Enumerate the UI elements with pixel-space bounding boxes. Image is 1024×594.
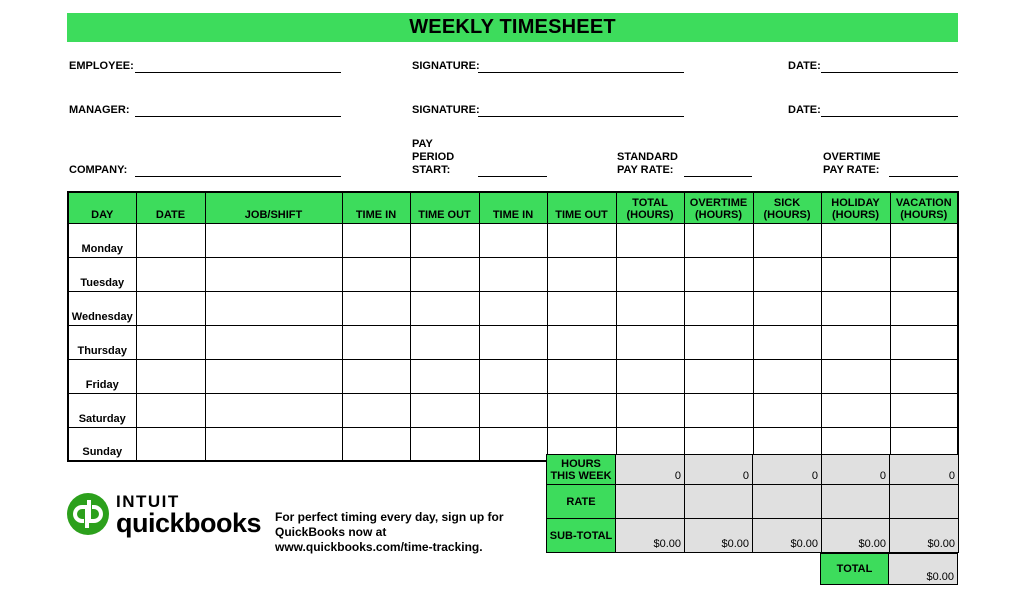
column-header: DAY bbox=[68, 192, 136, 224]
standard-pay-rate-field[interactable] bbox=[684, 176, 752, 177]
entry-cell[interactable] bbox=[205, 326, 342, 360]
entry-cell[interactable] bbox=[479, 224, 547, 258]
rate-cell[interactable] bbox=[890, 485, 959, 519]
column-header: VACATION (HOURS) bbox=[890, 192, 958, 224]
intuit-logo-text: INTUIT bbox=[116, 492, 180, 511]
column-header: TIME OUT bbox=[410, 192, 479, 224]
date-label: DATE: bbox=[788, 60, 821, 72]
entry-cell[interactable] bbox=[753, 326, 821, 360]
entry-cell[interactable] bbox=[205, 292, 342, 326]
standard-pay-rate-label: STANDARD PAY RATE: bbox=[617, 151, 678, 176]
entry-cell[interactable] bbox=[410, 360, 479, 394]
signature-label: SIGNATURE: bbox=[412, 60, 480, 72]
entry-cell[interactable] bbox=[684, 360, 753, 394]
entry-cell[interactable] bbox=[890, 360, 958, 394]
rate-cell[interactable] bbox=[753, 485, 822, 519]
rate-cell[interactable] bbox=[616, 485, 685, 519]
entry-cell[interactable] bbox=[684, 326, 753, 360]
entry-cell[interactable] bbox=[616, 224, 684, 258]
entry-cell[interactable] bbox=[410, 326, 479, 360]
entry-cell[interactable] bbox=[479, 394, 547, 428]
entry-cell[interactable] bbox=[821, 326, 890, 360]
overtime-pay-rate-label: OVERTIME PAY RATE: bbox=[823, 151, 881, 176]
entry-cell[interactable] bbox=[821, 394, 890, 428]
entry-cell[interactable] bbox=[205, 224, 342, 258]
entry-cell[interactable] bbox=[205, 258, 342, 292]
entry-cell[interactable] bbox=[205, 394, 342, 428]
entry-cell[interactable] bbox=[342, 428, 410, 462]
entry-cell[interactable] bbox=[616, 292, 684, 326]
manager-signature-field[interactable] bbox=[478, 116, 684, 117]
subtotal-value: $0.00 bbox=[890, 519, 959, 553]
table-row bbox=[68, 360, 958, 394]
entry-cell[interactable] bbox=[821, 224, 890, 258]
page-title: WEEKLY TIMESHEET bbox=[67, 13, 958, 42]
entry-cell[interactable] bbox=[342, 258, 410, 292]
hours-value: 0 bbox=[616, 455, 685, 485]
entry-cell[interactable] bbox=[479, 258, 547, 292]
entry-cell[interactable] bbox=[753, 394, 821, 428]
entry-cell[interactable] bbox=[136, 360, 205, 394]
entry-cell[interactable] bbox=[136, 428, 205, 462]
subtotal-value: $0.00 bbox=[685, 519, 753, 553]
entry-cell[interactable] bbox=[410, 428, 479, 462]
manager-date-field[interactable] bbox=[821, 116, 958, 117]
hours-this-week-label: HOURS THIS WEEK bbox=[547, 455, 616, 485]
entry-cell[interactable] bbox=[547, 224, 616, 258]
column-header: TIME OUT bbox=[547, 192, 616, 224]
pay-period-start-field[interactable] bbox=[478, 176, 547, 177]
day-label: Wednesday bbox=[68, 292, 136, 326]
subtotal-label: SUB-TOTAL bbox=[547, 519, 616, 553]
quickbooks-logo-icon bbox=[67, 493, 109, 535]
pay-period-start-label: PAY PERIOD START: bbox=[412, 138, 455, 176]
entry-cell[interactable] bbox=[136, 224, 205, 258]
table-row bbox=[68, 258, 958, 292]
overtime-pay-rate-field[interactable] bbox=[889, 176, 958, 177]
entry-cell[interactable] bbox=[753, 292, 821, 326]
table-row bbox=[68, 224, 958, 258]
employee-date-field[interactable] bbox=[821, 72, 958, 73]
day-label: Sunday bbox=[68, 428, 136, 462]
day-label: Tuesday bbox=[68, 258, 136, 292]
manager-field[interactable] bbox=[135, 116, 341, 117]
entry-cell[interactable] bbox=[410, 258, 479, 292]
day-label: Thursday bbox=[68, 326, 136, 360]
employee-label: EMPLOYEE: bbox=[69, 60, 134, 72]
subtotal-value: $0.00 bbox=[822, 519, 890, 553]
rate-row bbox=[547, 485, 959, 519]
table-row bbox=[68, 326, 958, 360]
total-value: $0.00 bbox=[889, 553, 958, 585]
entry-cell[interactable] bbox=[547, 292, 616, 326]
entry-cell[interactable] bbox=[890, 224, 958, 258]
entry-cell[interactable] bbox=[684, 394, 753, 428]
entry-cell[interactable] bbox=[410, 292, 479, 326]
entry-cell[interactable] bbox=[547, 326, 616, 360]
table-row bbox=[68, 394, 958, 428]
entry-cell[interactable] bbox=[616, 326, 684, 360]
entry-cell[interactable] bbox=[479, 428, 547, 462]
table-row bbox=[68, 292, 958, 326]
promo-text: For perfect timing every day, sign up for QuickBooks now at www.quickbooks.com/time-tracking. bbox=[275, 510, 504, 554]
entry-cell[interactable] bbox=[684, 258, 753, 292]
summary-table bbox=[546, 454, 959, 553]
day-label: Friday bbox=[68, 360, 136, 394]
column-header: TIME IN bbox=[479, 192, 547, 224]
day-label: Monday bbox=[68, 224, 136, 258]
column-header: TIME IN bbox=[342, 192, 410, 224]
entry-cell[interactable] bbox=[479, 360, 547, 394]
entry-cell[interactable] bbox=[410, 224, 479, 258]
rate-cell[interactable] bbox=[822, 485, 890, 519]
entry-cell[interactable] bbox=[684, 292, 753, 326]
entry-cell[interactable] bbox=[821, 292, 890, 326]
timesheet-table bbox=[67, 191, 959, 462]
hours-value: 0 bbox=[753, 455, 822, 485]
entry-cell[interactable] bbox=[684, 224, 753, 258]
entry-cell[interactable] bbox=[342, 326, 410, 360]
entry-cell[interactable] bbox=[479, 326, 547, 360]
day-label: Saturday bbox=[68, 394, 136, 428]
entry-cell[interactable] bbox=[205, 360, 342, 394]
entry-cell[interactable] bbox=[821, 258, 890, 292]
entry-cell[interactable] bbox=[136, 258, 205, 292]
hours-value: 0 bbox=[890, 455, 959, 485]
company-field[interactable] bbox=[135, 176, 341, 177]
entry-cell[interactable] bbox=[342, 292, 410, 326]
hours-this-week-row bbox=[547, 455, 959, 485]
entry-cell[interactable] bbox=[616, 360, 684, 394]
entry-cell[interactable] bbox=[616, 394, 684, 428]
subtotal-value: $0.00 bbox=[616, 519, 685, 553]
entry-cell[interactable] bbox=[136, 394, 205, 428]
entry-cell[interactable] bbox=[890, 292, 958, 326]
entry-cell[interactable] bbox=[890, 258, 958, 292]
entry-cell[interactable] bbox=[205, 428, 342, 462]
hours-value: 0 bbox=[822, 455, 890, 485]
total-label: TOTAL bbox=[820, 553, 889, 585]
employee-signature-field[interactable] bbox=[478, 72, 684, 73]
entry-cell[interactable] bbox=[547, 258, 616, 292]
entry-cell[interactable] bbox=[753, 360, 821, 394]
manager-label: MANAGER: bbox=[69, 104, 130, 116]
column-header: TOTAL (HOURS) bbox=[616, 192, 684, 224]
entry-cell[interactable] bbox=[136, 292, 205, 326]
entry-cell[interactable] bbox=[410, 394, 479, 428]
entry-cell[interactable] bbox=[342, 360, 410, 394]
column-header: OVERTIME (HOURS) bbox=[684, 192, 753, 224]
column-header: DATE bbox=[136, 192, 205, 224]
employee-field[interactable] bbox=[135, 72, 341, 73]
column-header: HOLIDAY (HOURS) bbox=[821, 192, 890, 224]
table-header-row bbox=[68, 192, 958, 224]
entry-cell[interactable] bbox=[753, 258, 821, 292]
entry-cell[interactable] bbox=[821, 360, 890, 394]
entry-cell[interactable] bbox=[342, 224, 410, 258]
quickbooks-logo-text: quickbooks bbox=[116, 508, 262, 538]
date-label: DATE: bbox=[788, 104, 821, 116]
entry-cell[interactable] bbox=[342, 394, 410, 428]
entry-cell[interactable] bbox=[890, 394, 958, 428]
company-label: COMPANY: bbox=[69, 164, 128, 176]
entry-cell[interactable] bbox=[890, 326, 958, 360]
signature-label: SIGNATURE: bbox=[412, 104, 480, 116]
column-header: JOB/SHIFT bbox=[205, 192, 342, 224]
column-header: SICK (HOURS) bbox=[753, 192, 821, 224]
entry-cell[interactable] bbox=[479, 292, 547, 326]
rate-label: RATE bbox=[547, 485, 616, 519]
entry-cell[interactable] bbox=[616, 258, 684, 292]
entry-cell[interactable] bbox=[547, 394, 616, 428]
hours-value: 0 bbox=[685, 455, 753, 485]
entry-cell[interactable] bbox=[753, 224, 821, 258]
rate-cell[interactable] bbox=[685, 485, 753, 519]
entry-cell[interactable] bbox=[136, 326, 205, 360]
subtotal-row bbox=[547, 519, 959, 553]
subtotal-value: $0.00 bbox=[753, 519, 822, 553]
entry-cell[interactable] bbox=[547, 360, 616, 394]
